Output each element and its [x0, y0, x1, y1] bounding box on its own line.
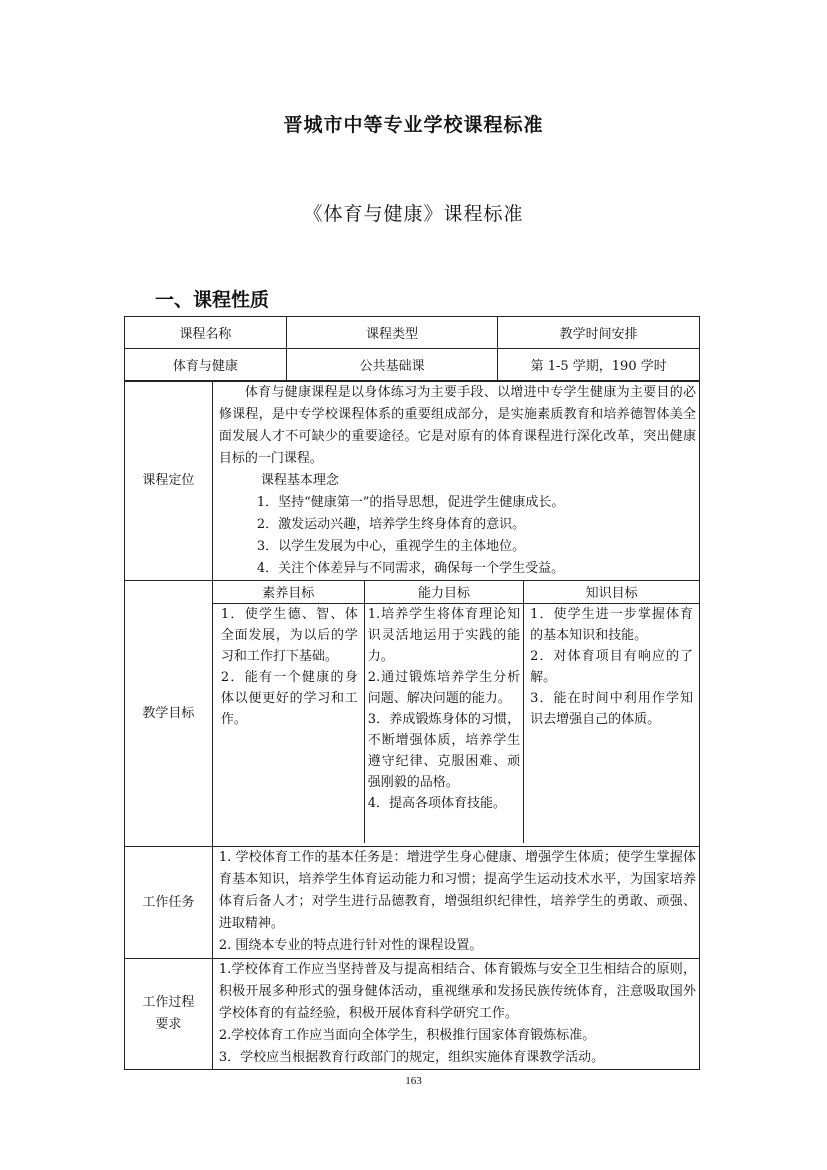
objectives-header-row	[213, 581, 699, 603]
value-course-name: 体育与健康	[125, 349, 287, 381]
course-info-table	[124, 316, 700, 381]
literacy-column	[213, 603, 364, 843]
value-course-type: 公共基础课	[286, 349, 498, 381]
process-label-line: 工作过程	[142, 995, 195, 1010]
course-info-value-row	[125, 349, 700, 381]
task-item: 1. 学校体育工作的基本任务是：增进学生身心健康、增强学生体质；使学生掌握体育基本知识，培养学生体育运动能力和习惯；提高学生运动技术水平，为国家培养体育后备人才；对学生进行品德教育，增强组织纪律性，培养学生的勇敢、顽强、进取精神。	[218, 850, 696, 931]
ability-column	[364, 603, 523, 843]
concept-item: 2．激发运动兴趣，培养学生终身体育的意识。	[256, 517, 526, 532]
tasks-content	[212, 847, 699, 959]
knowledge-item: 3．能在时间中利用作学知识去增强自己的体质。	[530, 690, 693, 727]
process-row	[125, 959, 700, 1070]
positioning-intro: 体育与健康课程是以身体练习为主要手段、以增进中专学生健康为主要目的必修课程，是中专学校课程体系的重要组成部分，是实施素质教育和培养德智体美全面发展人才不可缺少的重要途径。它是对原有的体育课程进行深化改革，突出健康目标的一门课程。	[218, 385, 696, 466]
header-course-name: 课程名称	[125, 317, 287, 349]
process-content	[212, 959, 699, 1070]
process-item: 3．学校应当根据教育行政部门的规定，组织实施体育课教学活动。	[218, 1050, 605, 1065]
page-number: 163	[405, 1075, 422, 1087]
literacy-item: 1．使学生德、智、体全面发展，为以后的学习和工作打下基础。	[220, 606, 358, 664]
literacy-item: 2．能有一个健康的身体以便更好的学习和工作。	[220, 669, 358, 727]
concept-item: 4．关注个体差异与不同需求，确保每一个学生受益。	[256, 561, 565, 576]
header-course-type: 课程类型	[286, 317, 498, 349]
concept-title: 课程基本理念	[260, 473, 339, 488]
objectives-row	[125, 581, 700, 847]
course-detail-table	[124, 381, 700, 1070]
header-literacy: 素养目标	[213, 581, 364, 603]
document-title: 晋城市中等专业学校课程标准	[283, 114, 544, 136]
process-item: 2.学校体育工作应当面向全体学生，积极推行国家体育锻炼标准。	[218, 1028, 596, 1043]
ability-item: 1.培养学生将体育理论知识灵活地运用于实践的能力。	[367, 606, 521, 664]
positioning-label: 课程定位	[125, 382, 213, 581]
ability-item: 3．养成锻炼身体的习惯，不断增强体质，培养学生遵守纪律、克服困难、顽强刚毅的品格。	[367, 711, 521, 790]
value-schedule: 第 1-5 学期，190 学时	[498, 349, 700, 381]
tasks-label: 工作任务	[125, 847, 213, 959]
section-heading: 一、课程性质	[155, 289, 270, 311]
process-item: 1.学校体育工作应当坚持普及与提高相结合、体育锻炼与安全卫生相结合的原则，积极开展多种形式的强身健体活动，重视继承和发扬民族传统体育，注意吸取国外学校体育的有益经验，积极开展体育科学研究工作。	[218, 962, 696, 1021]
header-knowledge: 知识目标	[524, 581, 699, 603]
objectives-table	[213, 581, 699, 843]
process-label-line: 要求	[155, 1017, 182, 1032]
positioning-row	[125, 382, 700, 581]
concept-item: 1．坚持“健康第一”的指导思想，促进学生健康成长。	[256, 495, 565, 510]
concept-item: 3．以学生发展为中心，重视学生的主体地位。	[256, 539, 526, 554]
positioning-content	[212, 382, 699, 581]
ability-item: 2.通过锻炼培养学生分析问题、解决问题的能力。	[367, 669, 521, 706]
objectives-label: 教学目标	[125, 581, 213, 847]
header-schedule: 教学时间安排	[498, 317, 700, 349]
knowledge-item: 1．使学生进一步掌握体育的基本知识和技能。	[530, 606, 693, 643]
header-ability: 能力目标	[364, 581, 523, 603]
objectives-content	[212, 581, 699, 847]
task-item: 2. 围绕本专业的特点进行针对性的课程设置。	[218, 938, 483, 953]
knowledge-item: 2．对体育项目有响应的了解。	[530, 648, 693, 685]
knowledge-column	[524, 603, 699, 843]
tasks-row	[125, 847, 700, 959]
ability-item: 4．提高各项体育技能。	[367, 795, 507, 811]
process-label	[125, 959, 213, 1070]
course-title: 《体育与健康》课程标准	[303, 203, 524, 225]
course-info-header-row	[125, 317, 700, 349]
objectives-body-row	[213, 603, 699, 843]
